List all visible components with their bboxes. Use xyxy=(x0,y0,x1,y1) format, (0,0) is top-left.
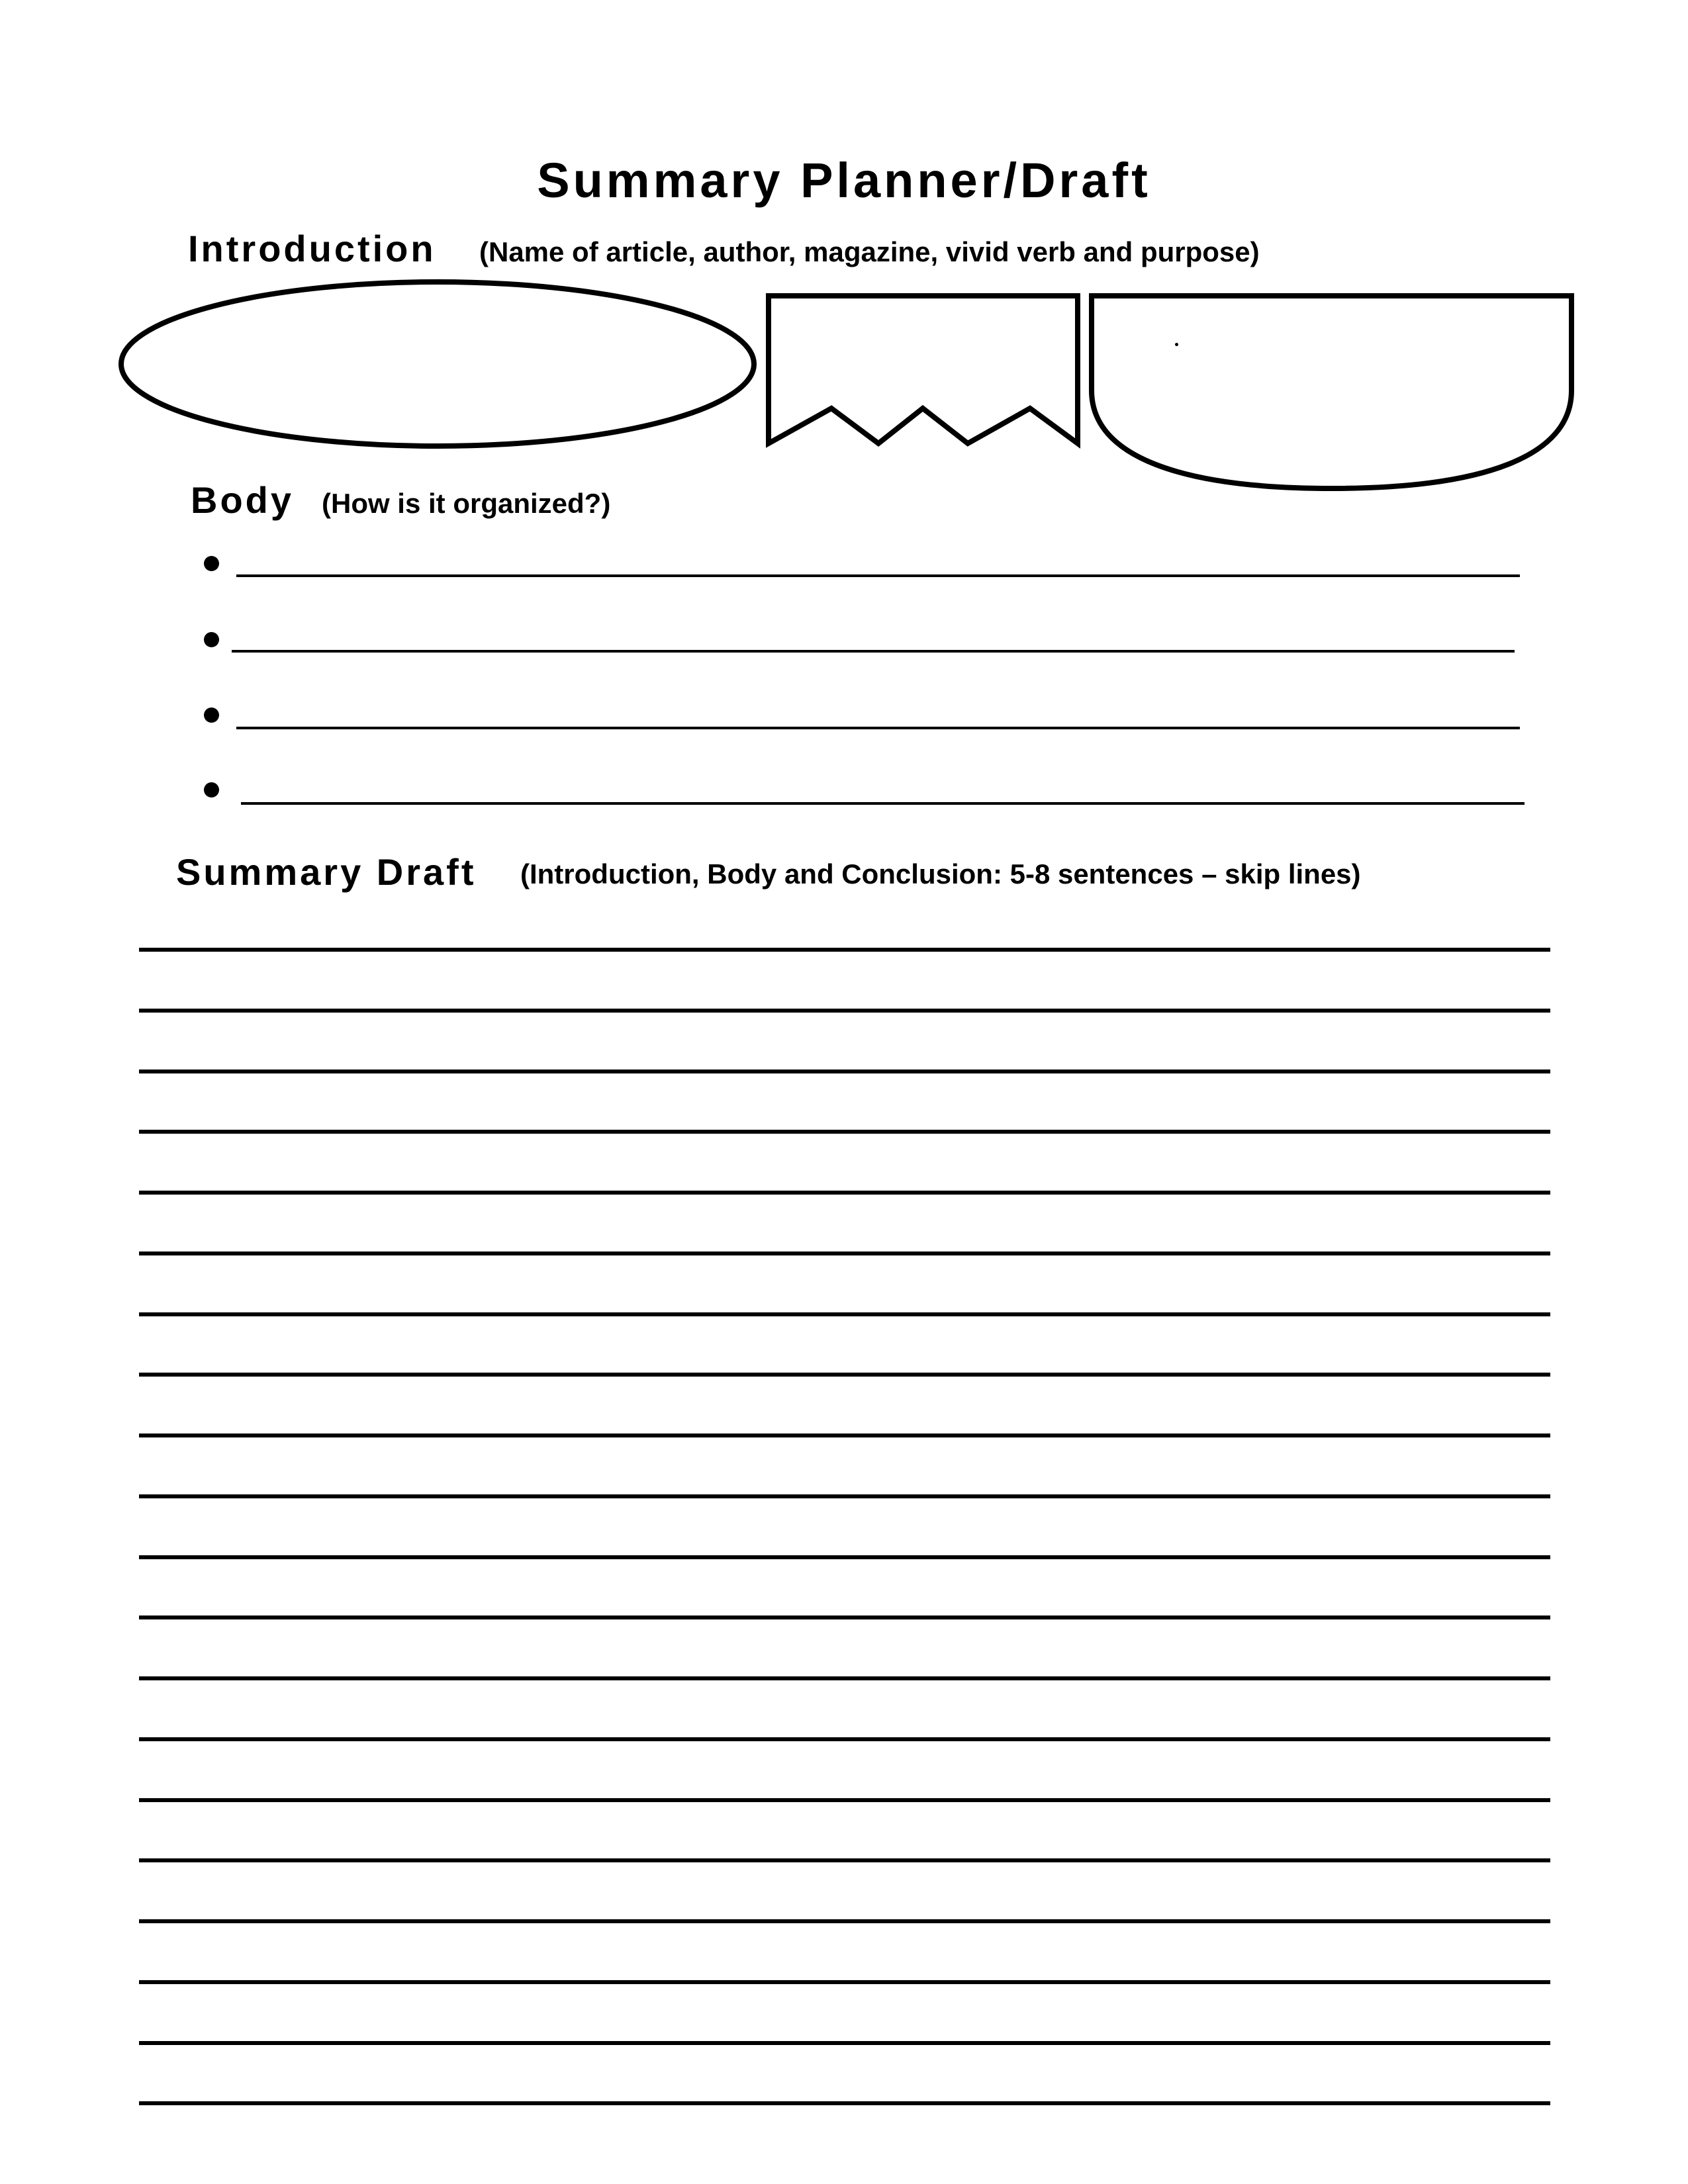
bullet-icon xyxy=(204,632,219,647)
introduction-heading: Introduction xyxy=(188,228,436,269)
writing-line[interactable] xyxy=(139,1433,1550,1437)
writing-line[interactable] xyxy=(139,1130,1550,1134)
writing-line[interactable] xyxy=(139,1615,1550,1619)
writing-line[interactable] xyxy=(139,1980,1550,1984)
writing-line[interactable] xyxy=(139,1312,1550,1316)
writing-line[interactable] xyxy=(139,1676,1550,1680)
writing-line[interactable] xyxy=(139,948,1550,952)
writing-line[interactable] xyxy=(139,1555,1550,1559)
author-banner-box[interactable] xyxy=(769,296,1078,443)
writing-line[interactable] xyxy=(139,1069,1550,1073)
stray-mark xyxy=(1175,343,1178,346)
introduction-graphic-organizer xyxy=(0,0,1688,503)
bullet-icon xyxy=(204,782,219,797)
writing-line[interactable] xyxy=(139,2101,1550,2105)
writing-line[interactable] xyxy=(139,1494,1550,1498)
body-instructions: (How is it organized?) xyxy=(322,488,611,519)
writing-line[interactable] xyxy=(139,1009,1550,1013)
writing-line[interactable] xyxy=(139,1858,1550,1862)
writing-line[interactable] xyxy=(139,1251,1550,1255)
body-answer-line[interactable] xyxy=(241,802,1524,805)
writing-line[interactable] xyxy=(139,1373,1550,1377)
body-answer-line[interactable] xyxy=(236,727,1520,729)
body-heading: Body xyxy=(191,479,294,521)
body-answer-line[interactable] xyxy=(232,650,1515,653)
article-name-oval[interactable] xyxy=(121,282,754,446)
purpose-bowl-box[interactable] xyxy=(1092,296,1571,488)
writing-line[interactable] xyxy=(139,1919,1550,1923)
summary-draft-heading: Summary Draft xyxy=(176,851,477,893)
summary-draft-instructions: (Introduction, Body and Conclusion: 5-8 sentences – skip lines) xyxy=(520,858,1361,889)
introduction-instructions: (Name of article, author, magazine, vivid verb and purpose) xyxy=(479,236,1260,267)
writing-line[interactable] xyxy=(139,1191,1550,1195)
writing-line[interactable] xyxy=(139,1798,1550,1802)
page-title: Summary Planner/Draft xyxy=(537,153,1151,208)
body-answer-line[interactable] xyxy=(236,574,1520,577)
writing-line[interactable] xyxy=(139,2041,1550,2045)
bullet-icon xyxy=(204,707,219,723)
bullet-icon xyxy=(204,556,219,571)
writing-line[interactable] xyxy=(139,1737,1550,1741)
